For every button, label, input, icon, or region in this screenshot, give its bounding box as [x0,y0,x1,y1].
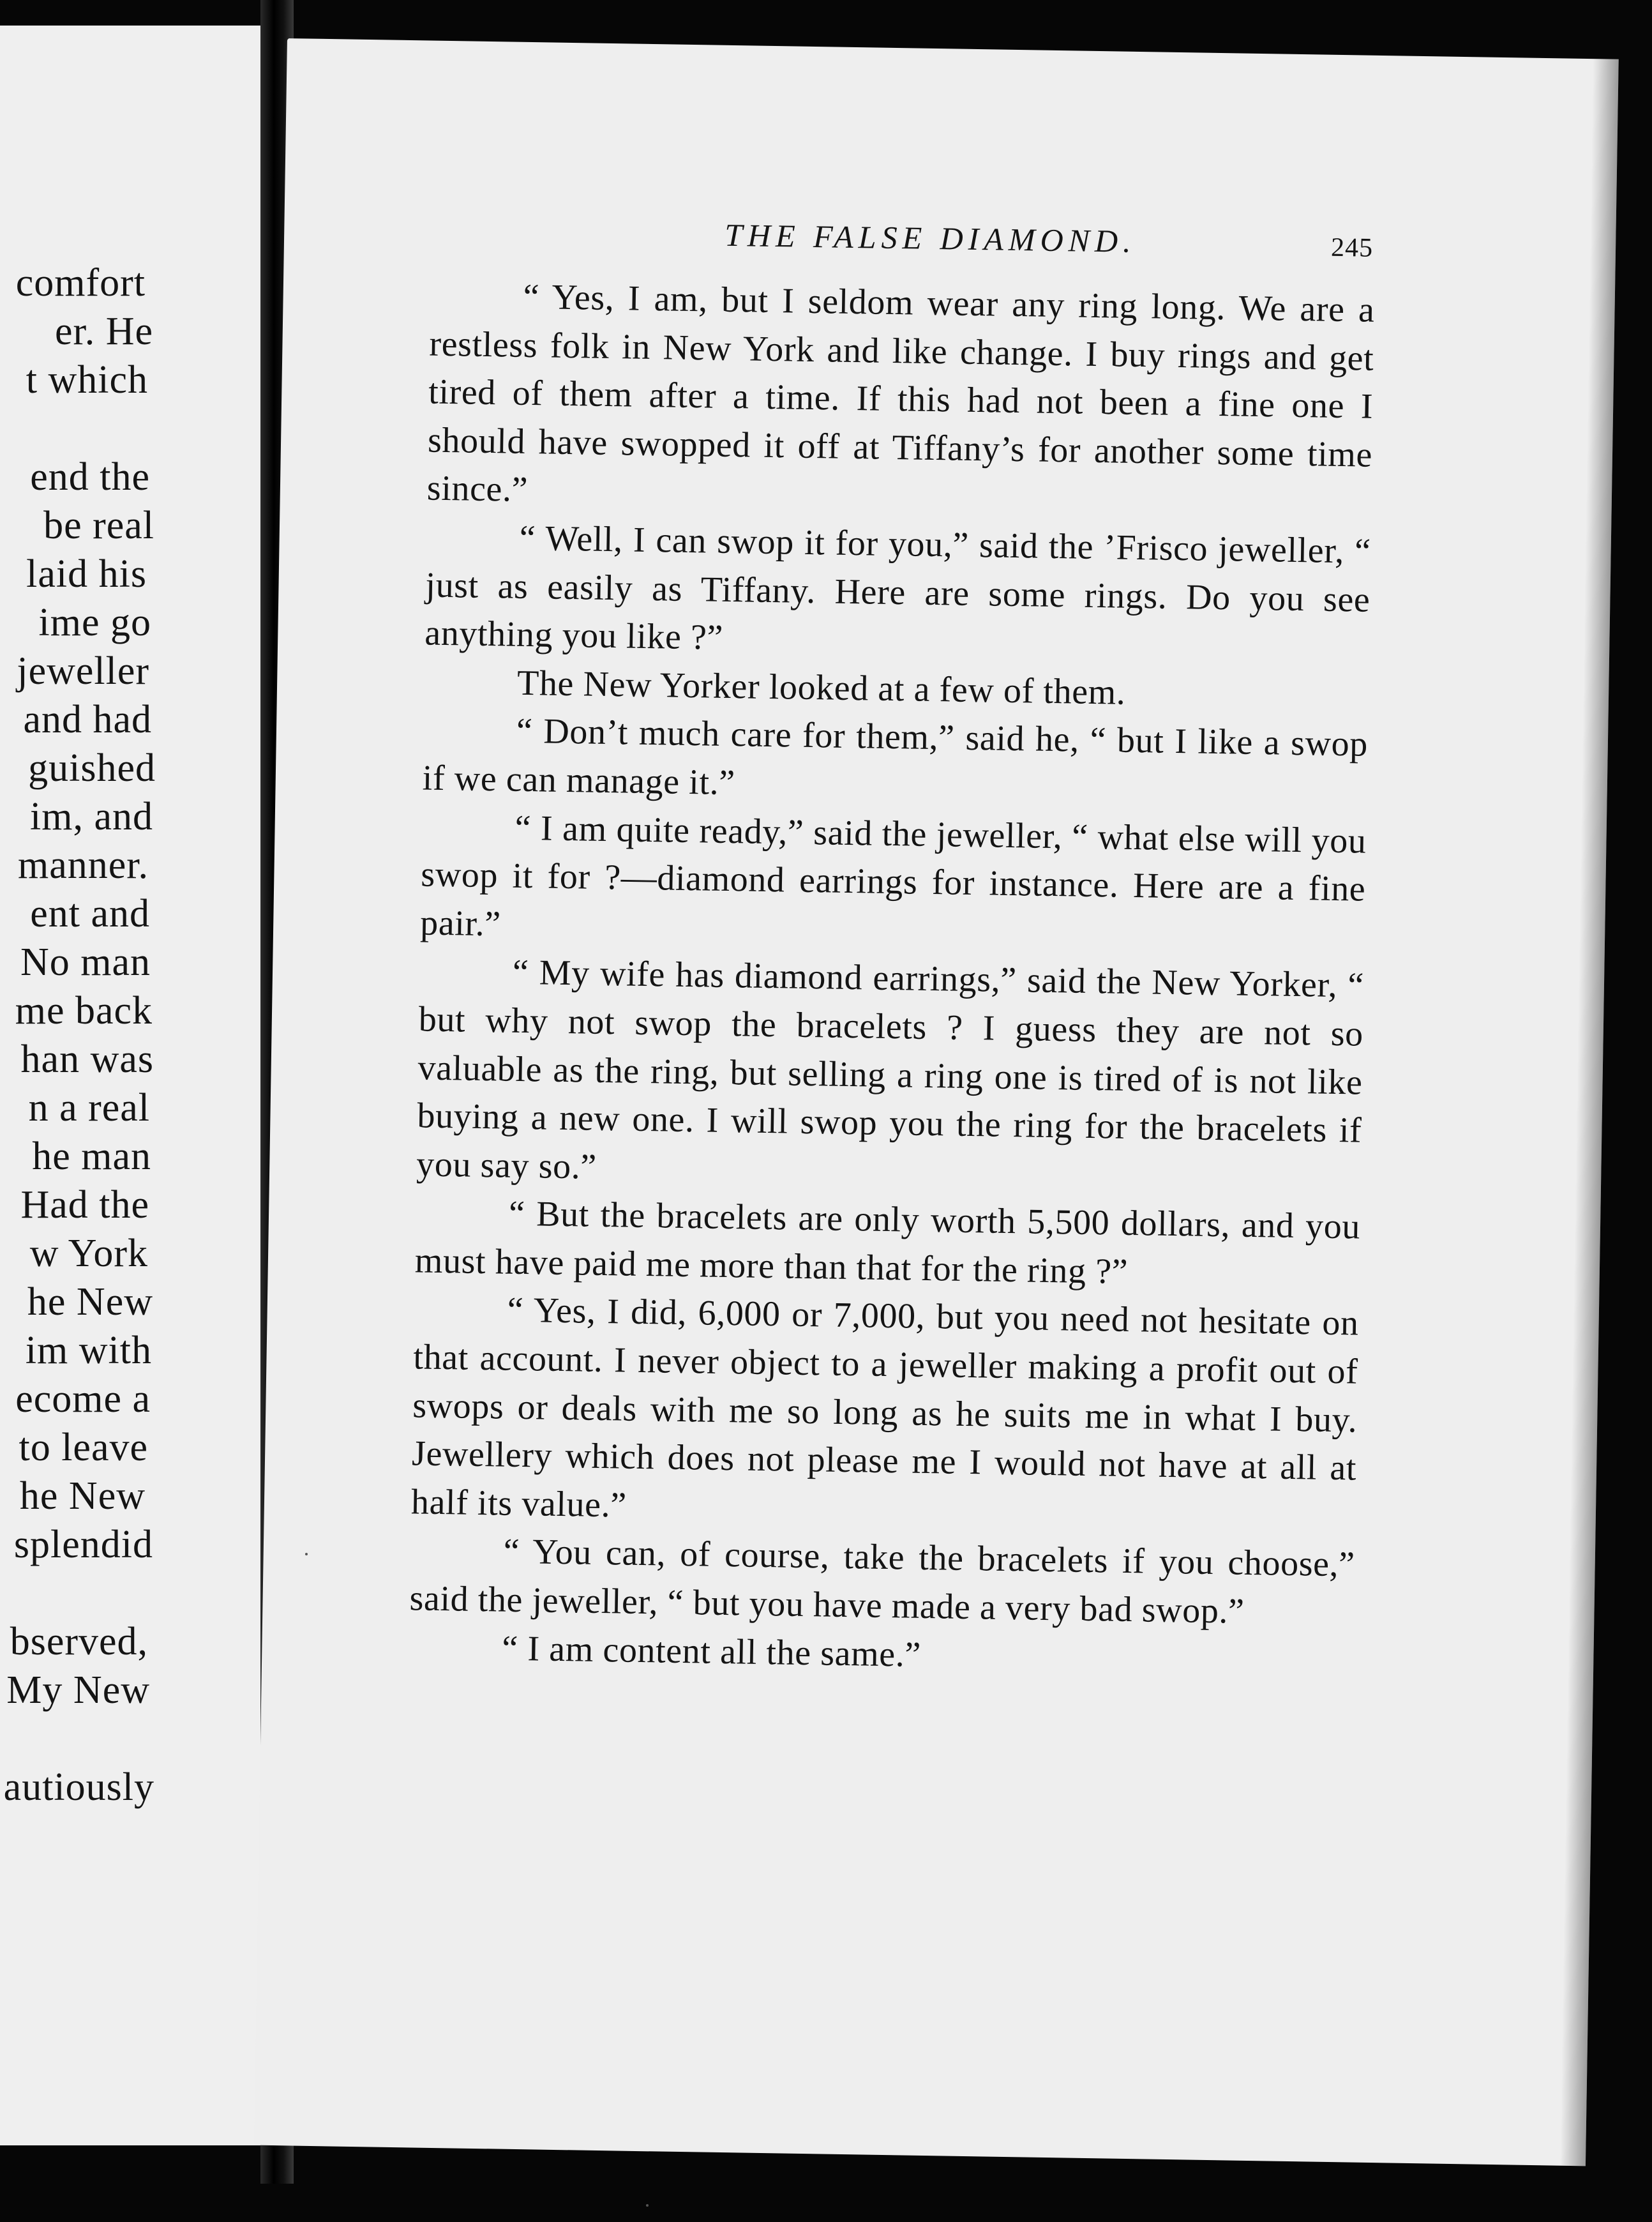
running-head: THE FALSE DIAMOND. [724,216,1137,259]
current-page [254,38,1619,2166]
previous-page-line: and had [23,698,152,741]
previous-page-line: comfort [15,261,146,305]
previous-page-line: ime go [38,601,151,644]
paragraph: “ I am quite ready,” said the jeweller, “ what else will you swop it for ?—diamond earrings for instance. Here are a fine pair.” [419,808,1367,944]
body-text [409,272,1375,1686]
paragraph: “ I am content all the same.” [501,1628,922,1675]
paragraph: “ My wife has diamond earrings,” said the New Yorker, “ but why not swop the bracelets ? I guess they are not so valuable as the ring, but selling a ring one is tired of is not like buying a new one. I will swop you the ring for the bracelets if you say so.” [416,953,1365,1187]
scan-speck [305,1553,308,1555]
page-edge-shadow [1560,59,1619,2166]
previous-page-line: be real [43,504,154,547]
paragraph: “ Yes, I did, 6,000 or 7,000, but you need not hesitate on that account. I never object to a jeweller making a profit out of swops or deals with me so long as he suits me in what I buy. Jewellery which does not please me I would not have at all at half its value.” [410,1290,1360,1525]
previous-page-line: My New [6,1668,150,1712]
paragraph: “ Well, I can swop it for you,” said the ’Frisco jeweller, “ just as easily as Tiffany. Here are some rings. Do you see anything you like ?” [424,518,1372,658]
paragraph: “ Yes, I am, but I seldom wear any ring long. We are a restless folk in New York and like change. I buy rings and get tired of them after a time. If this had not been a fine one I should have swopped it off at Tiffany’s for another some time since.” [426,276,1376,510]
previous-page [0,26,281,2145]
previous-page-line: t which [26,358,148,402]
page-number: 245 [1330,232,1374,263]
previous-page-line: autiously [3,1765,154,1809]
paragraph: “ Don’t much care for them,” said he, “ but I like a swop if we can manage it.” [422,711,1369,803]
paragraph: “ You can, of course, take the bracelets if you choose,” said the jeweller, “ but you have made a very bad swop.” [409,1532,1356,1631]
previous-page-line: end the [30,455,150,499]
previous-page-line: han was [20,1038,154,1081]
previous-page-line: Had the [20,1183,149,1227]
previous-page-line: me back [15,989,153,1032]
previous-page-line: ecome a [15,1377,151,1421]
previous-page-line: to leave [19,1426,148,1469]
previous-page-line: manner. [18,843,149,887]
previous-page-line: bserved, [10,1620,148,1663]
paragraph: “ But the bracelets are only worth 5,500 dollars, and you must have paid me more than that for the ring ?” [414,1193,1361,1292]
previous-page-line: ent and [30,892,150,935]
previous-page-line: he New [27,1280,153,1324]
previous-page-line: laid his [26,552,147,596]
previous-page-line: he man [32,1135,151,1178]
previous-page-line: jeweller [17,649,149,693]
previous-page-line: No man [20,941,151,984]
previous-page-line: n a real [28,1086,150,1130]
previous-page-line: er. He [54,310,153,353]
previous-page-line: w York [29,1232,148,1275]
previous-page-line: im with [25,1329,152,1372]
previous-page-line: he New [19,1474,146,1518]
scan-speck [646,2204,649,2207]
previous-page-line: splendid [13,1523,153,1566]
paragraph: The New Yorker looked at a few of them. [516,663,1126,713]
previous-page-line: guished [28,746,156,790]
previous-page-line: im, and [30,795,153,838]
